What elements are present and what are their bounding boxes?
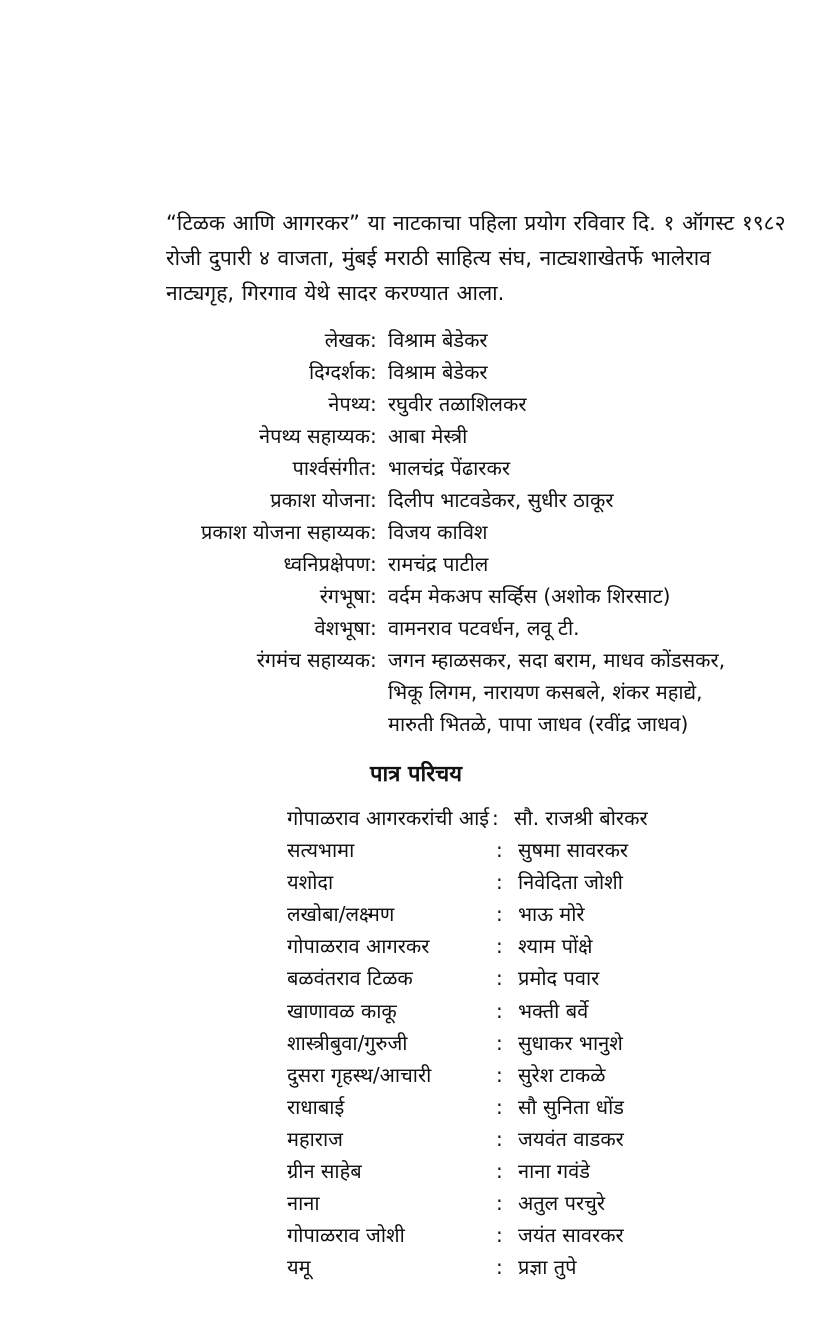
intro-paragraph xyxy=(166,206,786,311)
credit-role: प्रकाश योजना सहाय्यक xyxy=(201,520,370,544)
credit-colon: : xyxy=(370,552,377,576)
credit-row xyxy=(0,388,832,420)
cast-row xyxy=(0,1219,832,1251)
credit-row xyxy=(0,644,832,676)
cast-row xyxy=(0,995,832,1027)
production-credits xyxy=(0,324,832,740)
credit-name: विजय काविश xyxy=(388,520,488,544)
credit-role: नेपथ्य xyxy=(328,392,370,416)
cast-row xyxy=(0,1251,832,1283)
credit-row xyxy=(0,484,832,516)
credit-name: जगन म्हाळसकर, सदा बराम, माधव कोंडसकर, xyxy=(388,648,726,672)
cast-role: महाराज xyxy=(287,1126,343,1151)
cast-row xyxy=(0,962,832,994)
credit-row xyxy=(0,356,832,388)
intro-line: नाट्यगृह, गिरगाव येथे सादर करण्यात आला. xyxy=(166,281,505,305)
cast-actor: श्याम पोंक्षे xyxy=(518,934,593,959)
cast-colon: : xyxy=(496,1062,503,1087)
cast-colon: : xyxy=(492,806,499,830)
credit-name: भालचंद्र पेंढारकर xyxy=(388,456,510,480)
credit-row xyxy=(0,516,832,548)
credit-role: रंगभूषा xyxy=(319,584,370,608)
cast-actor: जयंत सावरकर xyxy=(518,1223,624,1248)
credit-role: लेखक xyxy=(324,328,370,352)
credit-row xyxy=(0,548,832,580)
cast-actor: सौ सुनिता धोंड xyxy=(518,1094,624,1119)
cast-colon: : xyxy=(496,1159,503,1184)
credit-name: दिलीप भाटवडेकर, सुधीर ठाकूर xyxy=(388,488,614,512)
intro-line: रोजी दुपारी ४ वाजता, मुंबई मराठी साहित्य संघ, नाट्यशाखेतर्फे भालेराव xyxy=(166,246,711,270)
cast-colon: : xyxy=(496,870,503,895)
credit-name: भिकू लिगम, नारायण कसबले, शंकर महाद्ये, xyxy=(388,680,703,704)
cast-role: यमू xyxy=(287,1255,311,1280)
cast-colon: : xyxy=(496,1223,503,1248)
cast-role: लखोबा/लक्ष्मण xyxy=(287,902,395,927)
credit-colon: : xyxy=(370,328,377,352)
cast-actor: प्रमोद पवार xyxy=(518,966,600,991)
cast-row xyxy=(0,1187,832,1219)
cast-role: गोपाळराव आगरकरांची आई xyxy=(287,806,490,830)
credit-name: आबा मेस्त्री xyxy=(388,424,468,448)
cast-row xyxy=(0,1123,832,1155)
credit-row xyxy=(0,580,832,612)
cast-colon: : xyxy=(496,902,503,927)
credit-name: मारुती भितळे, पापा जाधव (रवींद्र जाधव) xyxy=(388,712,689,736)
cast-actor: नाना गवंडे xyxy=(518,1159,590,1184)
credit-row xyxy=(0,324,832,356)
cast-colon: : xyxy=(496,1030,503,1055)
credit-row xyxy=(0,452,832,484)
cast-actor: सुरेश टाकळे xyxy=(518,1062,606,1087)
cast-actor: निवेदिता जोशी xyxy=(518,870,623,895)
credit-row xyxy=(0,612,832,644)
cast-role: गोपाळराव जोशी xyxy=(287,1223,405,1248)
credit-name: वर्दम मेकअप सर्व्हिस (अशोक शिरसाट) xyxy=(388,584,671,608)
credit-role: पार्श्वसंगीत xyxy=(292,456,370,480)
credit-name: रघुवीर तळाशिलकर xyxy=(388,392,527,416)
credit-colon: : xyxy=(370,616,377,640)
cast-role: खाणावळ काकू xyxy=(287,998,397,1023)
cast-actor: अतुल परचुरे xyxy=(518,1191,606,1216)
cast-role: नाना xyxy=(287,1191,320,1216)
cast-actor: भाऊ मोरे xyxy=(518,902,585,927)
credit-role: ध्वनिप्रक्षेपण xyxy=(283,552,370,576)
cast-actor: जयवंत वाडकर xyxy=(518,1126,624,1151)
credit-name: वामनराव पटवर्धन, लवू टी. xyxy=(388,616,580,640)
cast-row xyxy=(0,866,832,898)
cast-row xyxy=(0,1091,832,1123)
cast-colon: : xyxy=(496,934,503,959)
cast-colon: : xyxy=(496,1191,503,1216)
credit-role: दिग्दर्शक xyxy=(309,360,370,384)
cast-colon: : xyxy=(496,1126,503,1151)
credit-colon: : xyxy=(370,488,377,512)
credit-role: रंगमंच सहाय्यक xyxy=(256,648,370,672)
credit-name: विश्राम बेडेकर xyxy=(388,328,488,352)
cast-actor: सुधाकर भानुशे xyxy=(518,1030,623,1055)
credit-continuation xyxy=(0,708,832,740)
credit-colon: : xyxy=(370,520,377,544)
cast-role: राधाबाई xyxy=(287,1094,345,1119)
cast-role: बळवंतराव टिळक xyxy=(287,966,413,991)
cast-list xyxy=(0,802,832,1283)
credit-role: नेपथ्य सहाय्यक xyxy=(259,424,370,448)
cast-row xyxy=(0,802,832,834)
credit-colon: : xyxy=(370,392,377,416)
credit-role: वेशभूषा xyxy=(314,616,370,640)
credit-colon: : xyxy=(370,424,377,448)
cast-colon: : xyxy=(496,966,503,991)
cast-row xyxy=(0,834,832,866)
cast-colon: : xyxy=(496,1094,503,1119)
credit-role: प्रकाश योजना xyxy=(270,488,370,512)
cast-role: सत्यभामा xyxy=(287,838,355,863)
credit-name: रामचंद्र पाटील xyxy=(388,552,489,576)
cast-actor: भक्ती बर्वे xyxy=(518,998,589,1023)
cast-heading: पात्र परिचय xyxy=(370,762,462,787)
cast-role: गोपाळराव आगरकर xyxy=(287,934,430,959)
cast-role: ग्रीन साहेब xyxy=(287,1159,362,1184)
cast-role: शास्त्रीबुवा/गुरुजी xyxy=(287,1030,408,1055)
cast-colon: : xyxy=(496,1255,503,1280)
credit-colon: : xyxy=(370,456,377,480)
cast-row xyxy=(0,1027,832,1059)
cast-row xyxy=(0,930,832,962)
cast-role: दुसरा गृहस्थ/आचारी xyxy=(287,1062,432,1087)
credit-colon: : xyxy=(370,360,377,384)
cast-actor: प्रज्ञा तुपे xyxy=(518,1255,577,1280)
credit-row xyxy=(0,420,832,452)
cast-colon: : xyxy=(496,838,503,863)
cast-actor: सौ. राजश्री बोरकर xyxy=(514,806,648,830)
cast-row xyxy=(0,1155,832,1187)
credit-continuation xyxy=(0,676,832,708)
cast-role: यशोदा xyxy=(287,870,334,895)
credit-colon: : xyxy=(370,648,377,672)
cast-row xyxy=(0,898,832,930)
cast-colon: : xyxy=(496,998,503,1023)
credit-name: विश्राम बेडेकर xyxy=(388,360,488,384)
cast-row xyxy=(0,1059,832,1091)
cast-actor: सुषमा सावरकर xyxy=(518,838,629,863)
credit-colon: : xyxy=(370,584,377,608)
intro-line: “टिळक आणि आगरकर” या नाटकाचा पहिला प्रयोग रविवार दि. १ ऑगस्ट १९८२ xyxy=(166,211,786,235)
